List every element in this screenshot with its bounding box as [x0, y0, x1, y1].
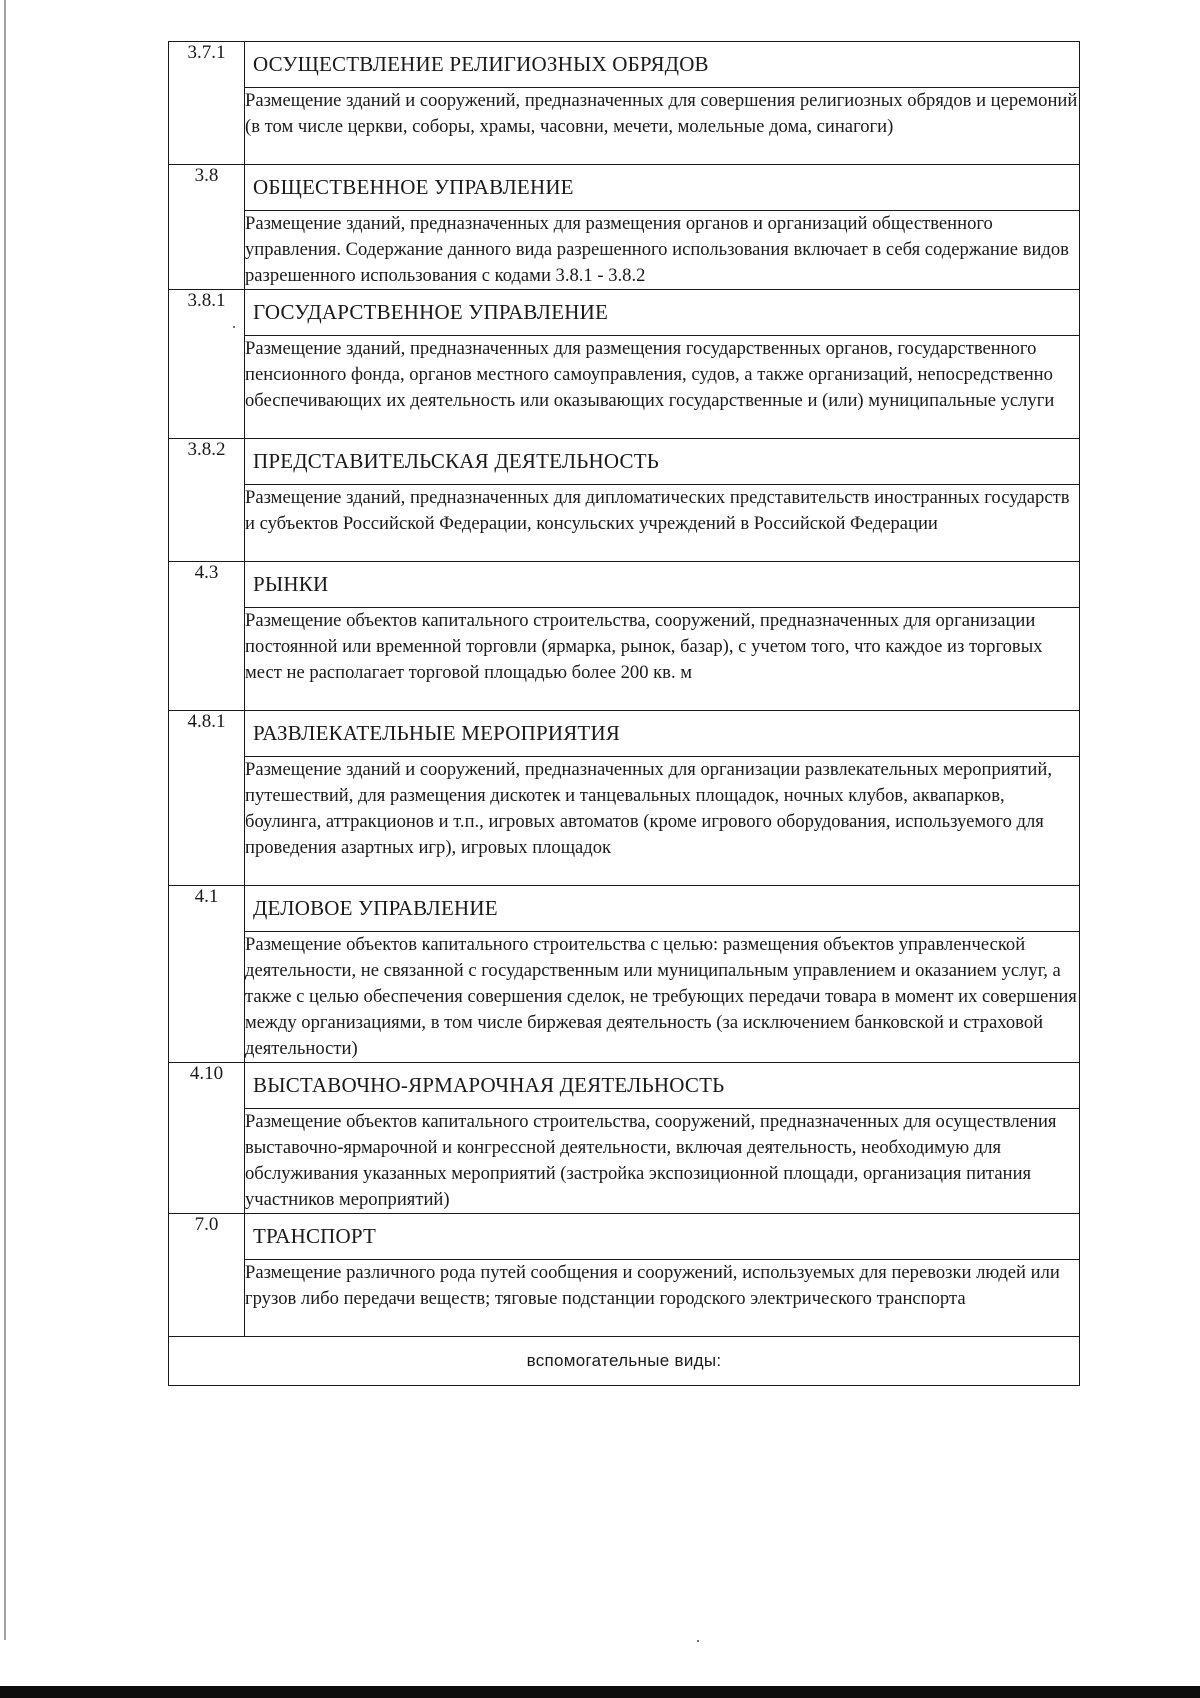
description-cell: Размещение зданий и сооружений, предназначенных для организации развлекательных мероприятий, путешествий, для размещения дискотек и танцевальных площадок, ночных клубов, аквапарков, боулинга, аттракционов и т.п., игровых автоматов (кроме игрового оборудования, используемого для проведения азартных игр), игровых площадок [245, 757, 1080, 886]
code-cell: 3.7.1 [169, 42, 245, 165]
scan-left-edge [4, 0, 6, 1640]
table-row [169, 608, 1080, 711]
code-cell: 4.10 [169, 1063, 245, 1214]
table-row [169, 485, 1080, 562]
description-cell: Размещение зданий и сооружений, предназначенных для совершения религиозных обрядов и церемоний (в том числе церкви, соборы, храмы, часовни, мечети, молельные дома, синагоги) [245, 88, 1080, 165]
table-row [169, 1214, 1080, 1260]
table-row [169, 165, 1080, 211]
code-cell: 3.8 [169, 165, 245, 290]
table-row [169, 932, 1080, 1063]
title-cell: РЫНКИ [245, 562, 1080, 608]
description-cell: Размещение объектов капитального строительства с целью: размещения объектов управленческой деятельности, не связанной с государственным или муниципальным управлением и оказанием услуг, а также с целью обеспечения совершения сделок, не требующих передачи товара в момент их совершения между организациями, в том числе биржевая деятельность (за исключением банковской и страховой деятельности) [245, 932, 1080, 1063]
title-cell: ПРЕДСТАВИТЕЛЬСКАЯ ДЕЯТЕЛЬНОСТЬ [245, 439, 1080, 485]
title-cell: ВЫСТАВОЧНО-ЯРМАРОЧНАЯ ДЕЯТЕЛЬНОСТЬ [245, 1063, 1080, 1109]
description-cell: Размещение объектов капитального строительства, сооружений, предназначенных для организации постоянной или временной торговли (ярмарка, рынок, базар), с учетом того, что каждое из торговых мест не располагает торговой площадью более 200 кв. м [245, 608, 1080, 711]
table-row [169, 1260, 1080, 1337]
table-row [169, 1337, 1080, 1386]
table-row [169, 211, 1080, 290]
title-cell: ТРАНСПОРТ [245, 1214, 1080, 1260]
description-cell: Размещение зданий, предназначенных для размещения государственных органов, государственного пенсионного фонда, органов местного самоуправления, судов, а также организаций, непосредственно обеспечивающих их деятельность или оказывающих государственные и (или) муниципальные услуги [245, 336, 1080, 439]
table-row [169, 562, 1080, 608]
table-row [169, 886, 1080, 932]
title-cell: РАЗВЛЕКАТЕЛЬНЫЕ МЕРОПРИЯТИЯ [245, 711, 1080, 757]
table-row [169, 711, 1080, 757]
description-cell: Размещение объектов капитального строительства, сооружений, предназначенных для осуществления выставочно-ярмарочной и конгрессной деятельности, включая деятельность, необходимую для обслуживания указанных мероприятий (застройка экспозиционной площади, организация питания участников мероприятий) [245, 1109, 1080, 1214]
code-cell: 4.8.1 [169, 711, 245, 886]
table-row [169, 757, 1080, 886]
title-cell: ОБЩЕСТВЕННОЕ УПРАВЛЕНИЕ [245, 165, 1080, 211]
code-cell: 3.8.1 [169, 290, 245, 439]
code-cell: 7.0 [169, 1214, 245, 1337]
scan-bottom-border [0, 1686, 1200, 1698]
land-use-table [168, 41, 1080, 1386]
title-cell: ГОСУДАРСТВЕННОЕ УПРАВЛЕНИЕ [245, 290, 1080, 336]
table-row [169, 439, 1080, 485]
scan-speck [697, 1640, 699, 1642]
code-cell: 4.1 [169, 886, 245, 1063]
title-cell: ДЕЛОВОЕ УПРАВЛЕНИЕ [245, 886, 1080, 932]
auxiliary-types-heading: вспомогательные виды: [169, 1337, 1080, 1386]
scan-speck [233, 326, 235, 328]
table-row [169, 42, 1080, 88]
table-row [169, 290, 1080, 336]
table-row [169, 336, 1080, 439]
table-row [169, 88, 1080, 165]
description-cell: Размещение зданий, предназначенных для дипломатических представительств иностранных государств и субъектов Российской Федерации, консульских учреждений в Российской Федерации [245, 485, 1080, 562]
description-cell: Размещение различного рода путей сообщения и сооружений, используемых для перевозки людей или грузов либо передачи веществ; тяговые подстанции городского электрического транспорта [245, 1260, 1080, 1337]
table-row [169, 1063, 1080, 1109]
code-cell: 4.3 [169, 562, 245, 711]
title-cell: ОСУЩЕСТВЛЕНИЕ РЕЛИГИОЗНЫХ ОБРЯДОВ [245, 42, 1080, 88]
code-cell: 3.8.2 [169, 439, 245, 562]
description-cell: Размещение зданий, предназначенных для размещения органов и организаций общественного управления. Содержание данного вида разрешенного использования включает в себя содержание видов разрешенного использования с кодами 3.8.1 - 3.8.2 [245, 211, 1080, 290]
table-row [169, 1109, 1080, 1214]
